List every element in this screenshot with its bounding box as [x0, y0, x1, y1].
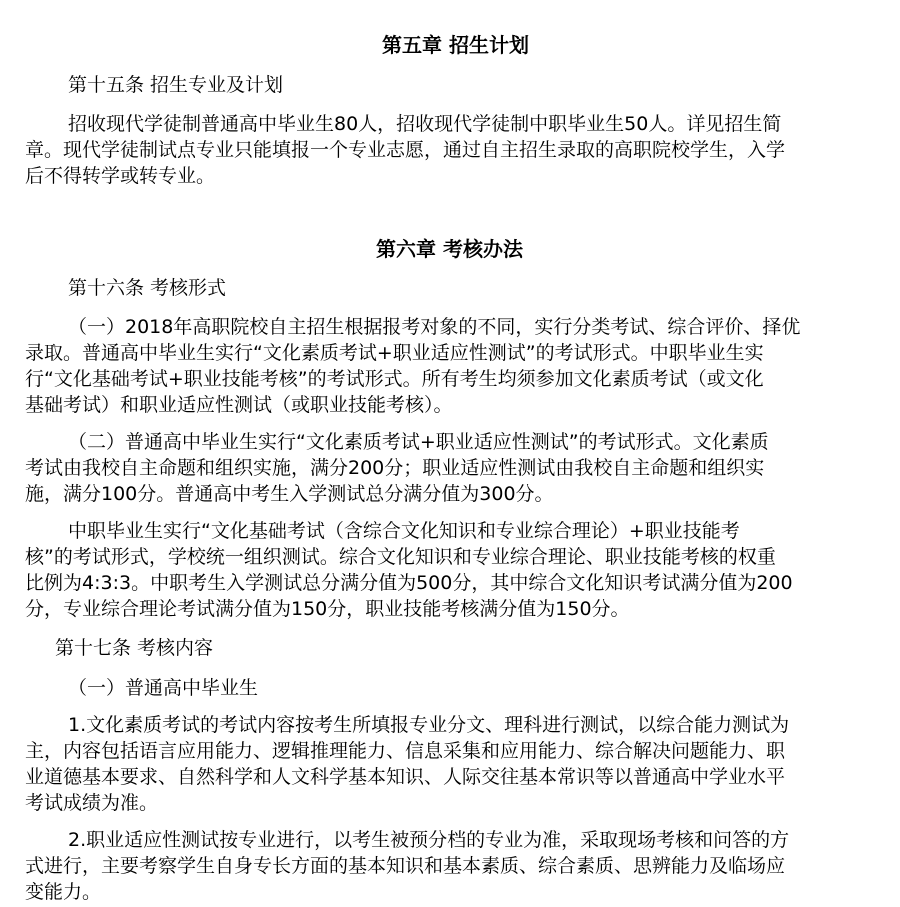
article-15-line-1: 招收现代学徒制普通高中毕业生80人，招收现代学徒制中职毕业生50人。详见招生简 [68, 113, 782, 135]
para-3-line-2: 核”的考试形式，学校统一组织测试。综合文化知识和专业综合理论、职业技能考核的权重 [25, 546, 776, 568]
para-1-line-3: 行“文化基础考试+职业技能考核”的考试形式。所有考生均须参加文化素质考试（或文化 [25, 368, 764, 390]
item-2-line-1: 2.职业适应性测试按专业进行，以考生被预分档的专业为准，采取现场考核和问答的方 [68, 829, 790, 851]
item-1-line-1: 1.文化素质考试的考试内容按考生所填报专业分文、理科进行测试，以综合能力测试为 [68, 714, 790, 736]
article-15-line-2: 章。现代学徒制试点专业只能填报一个专业志愿，通过自主招生录取的高职院校学生，入学 [25, 139, 786, 161]
para-2-line-3: 施，满分100分。普通高中考生入学测试总分满分值为300分。 [25, 483, 554, 505]
item-1-line-4: 考试成绩为准。 [25, 792, 159, 814]
para-1-line-1: （一）2018年高职院校自主招生根据报考对象的不同，实行分类考试、综合评价、择优 [68, 316, 801, 338]
article-16-title: 第十六条 考核形式 [68, 277, 227, 299]
para-2-line-1: （二）普通高中毕业生实行“文化素质考试+职业适应性测试”的考试形式。文化素质 [68, 431, 769, 453]
chapter-6-heading: 第六章 考核办法 [376, 237, 523, 261]
article-15-line-3: 后不得转学或转专业。 [25, 165, 216, 187]
para-1-line-4: 基础考试）和职业适应性测试（或职业技能考核）。 [25, 394, 453, 416]
para-1-line-2: 录取。普通高中毕业生实行“文化素质考试+职业适应性测试”的考试形式。中职毕业生实 [25, 342, 764, 364]
article-17-title: 第十七条 考核内容 [55, 637, 214, 659]
item-2-line-3: 变能力。 [25, 881, 102, 903]
para-3-line-4: 分，专业综合理论考试满分值为150分，职业技能考核满分值为150分。 [25, 598, 630, 620]
item-2-line-2: 式进行，主要考察学生自身专长方面的基本知识和基本素质、综合素质、思辨能力及临场应 [25, 855, 786, 877]
chapter-5-heading: 第五章 招生计划 [382, 33, 529, 57]
article-15-title: 第十五条 招生专业及计划 [68, 74, 284, 96]
subsection-1-title: （一）普通高中毕业生 [68, 677, 259, 699]
para-2-line-2: 考试由我校自主命题和组织实施，满分200分；职业适应性测试由我校自主命题和组织实 [25, 457, 765, 479]
para-3-line-3: 比例为4:3:3。中职考生入学测试总分满分值为500分，其中综合文化知识考试满分值为200 [25, 572, 793, 594]
item-1-line-3: 业道德基本要求、自然科学和人文科学基本知识、人际交往基本常识等以普通高中学业水平 [25, 766, 786, 788]
para-3-line-1: 中职毕业生实行“文化基础考试（含综合文化知识和专业综合理论）+职业技能考 [68, 520, 740, 542]
item-1-line-2: 主，内容包括语言应用能力、逻辑推理能力、信息采集和应用能力、综合解决问题能力、职 [25, 740, 786, 762]
